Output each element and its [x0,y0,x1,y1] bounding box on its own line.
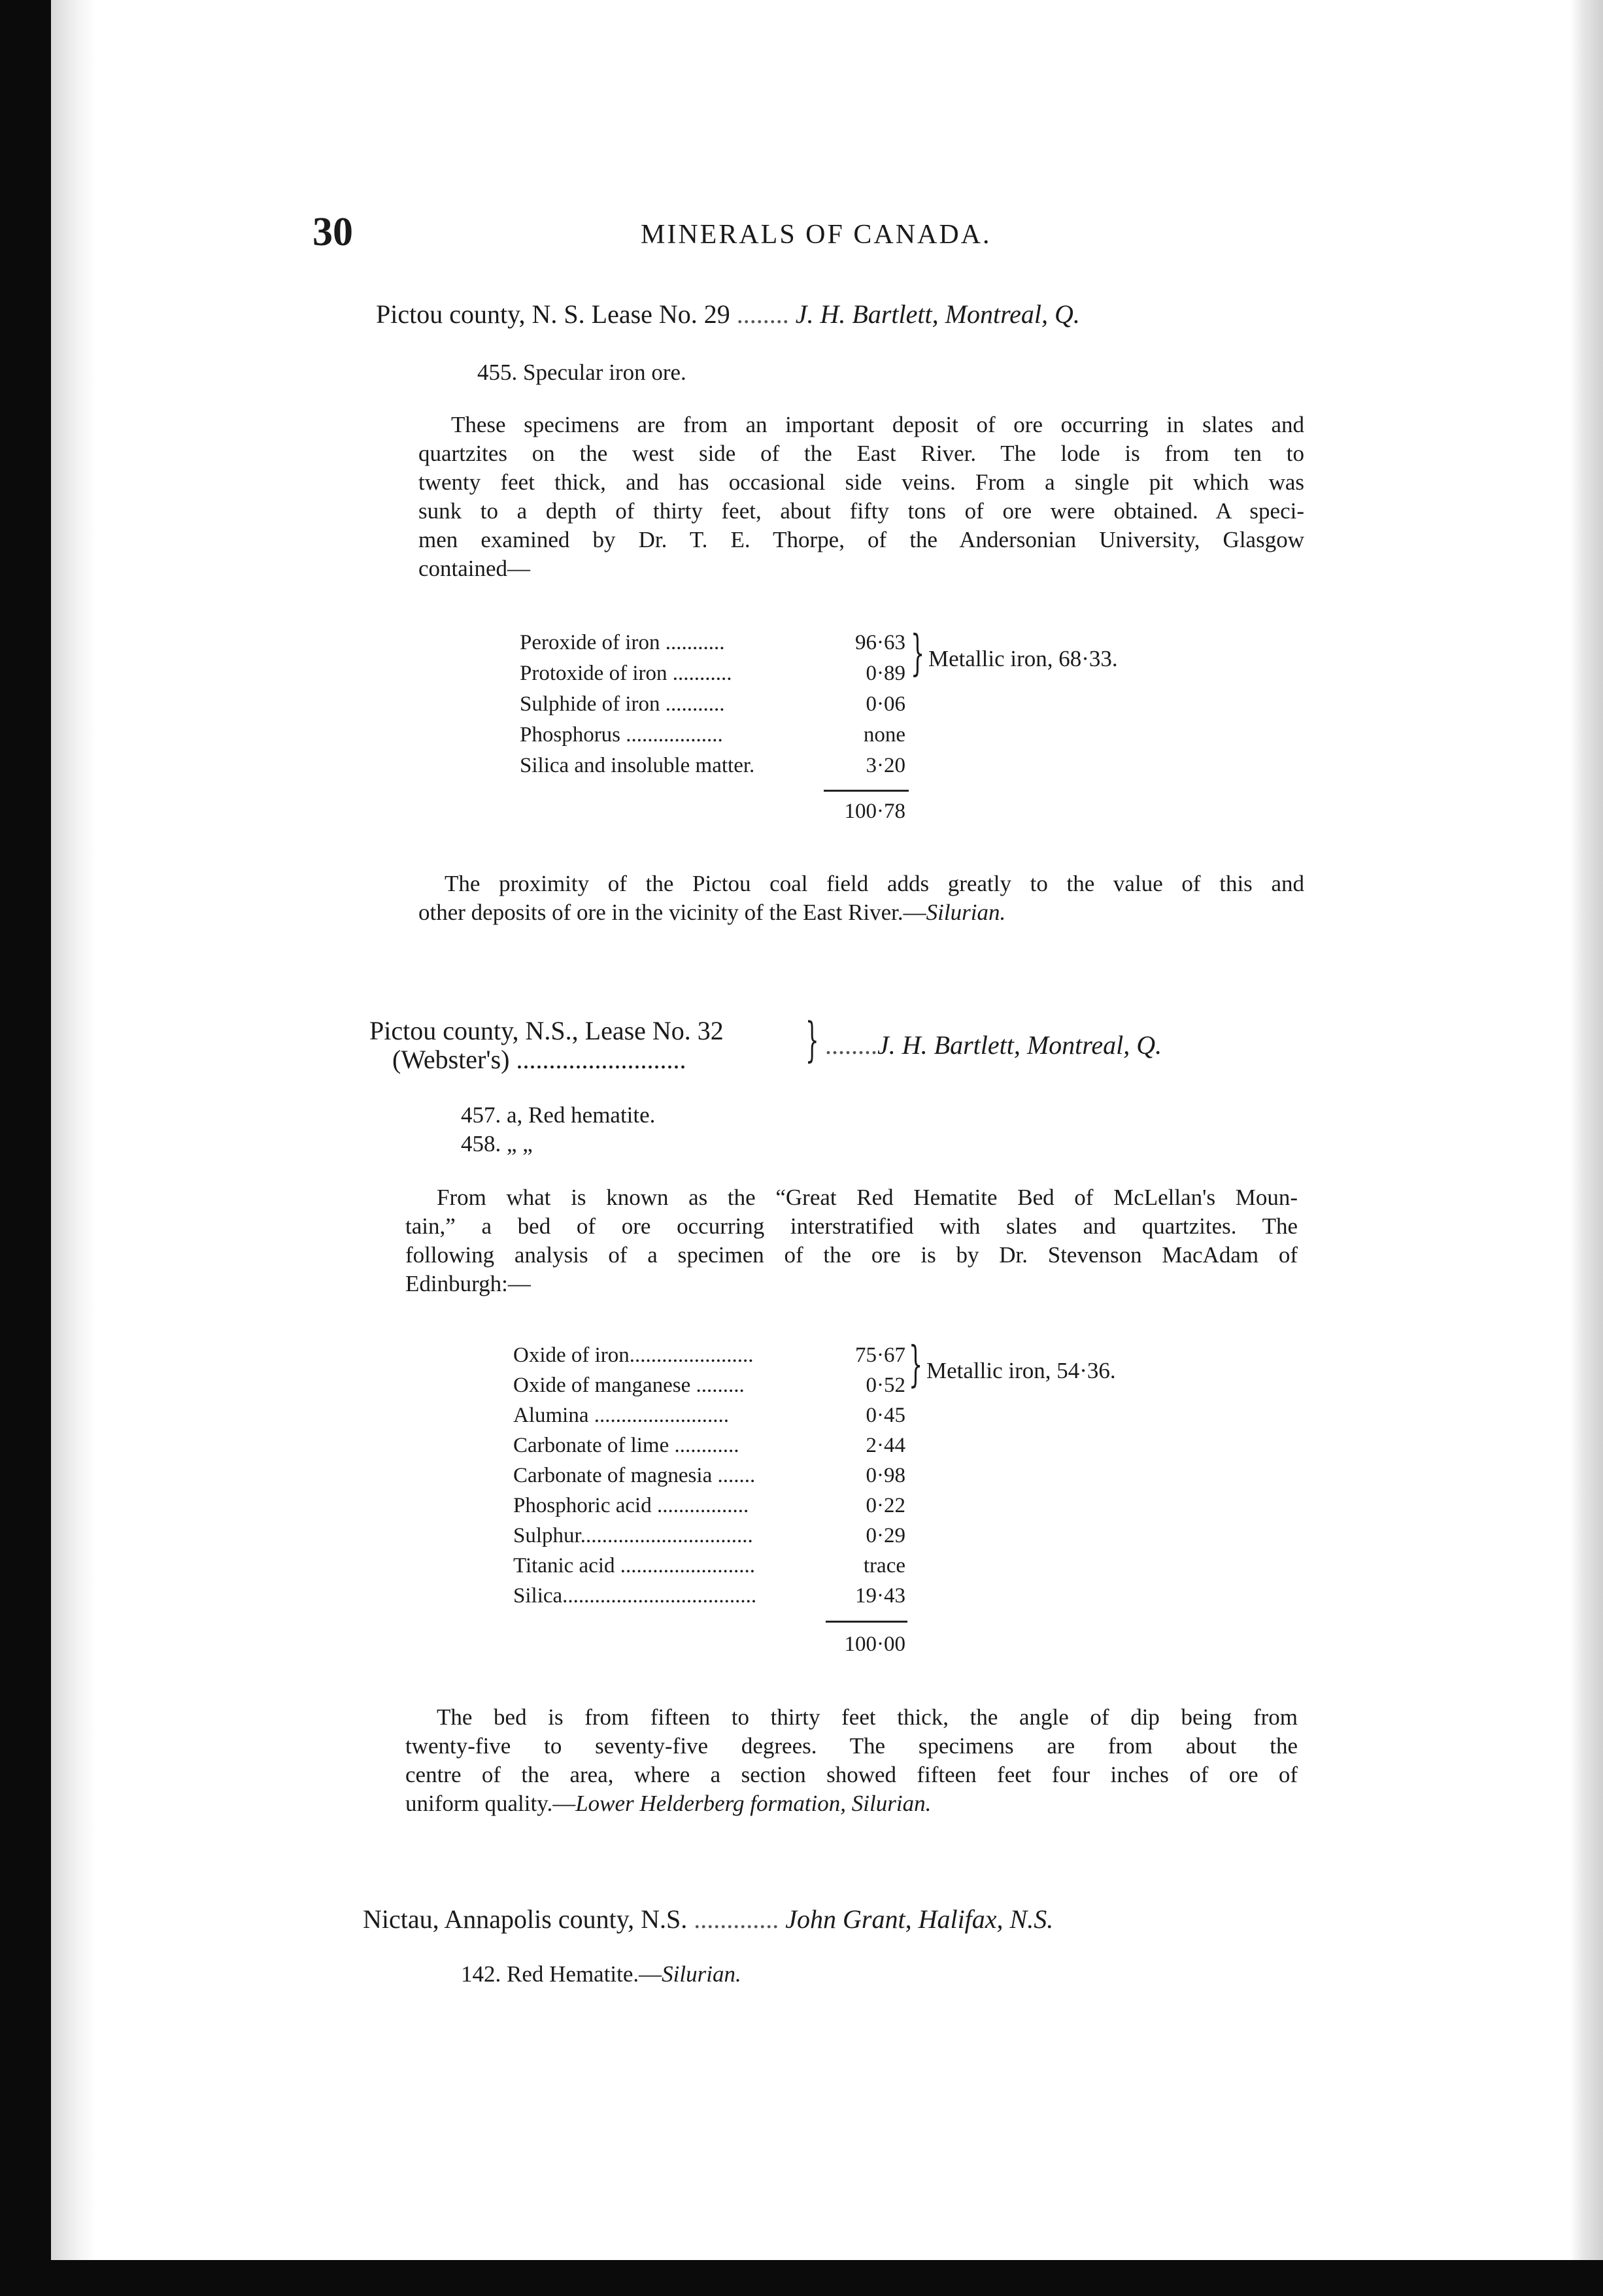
table-value: 0·98 [866,1464,905,1487]
table-total: 100·00 [844,1632,905,1656]
table-value: 0·45 [866,1404,905,1427]
table-label: Titanic acid ......................... [513,1554,756,1578]
entry-1-exhibitor: J. H. Bartlett, Montreal, Q. [795,299,1080,329]
brace-location: } [805,1012,819,1067]
entry-2-exhibitor: J. H. Bartlett, Montreal, Q. [877,1030,1162,1060]
text-fragment: other deposits of ore in the vicinity of the East River.— [418,900,926,925]
page-number: 30 [312,210,353,254]
table-label: Carbonate of magnesia ....... [513,1464,756,1487]
table-value: 0·89 [866,662,905,685]
table-label: Sulphur................................ [513,1524,753,1547]
entry-3-location: Nictau, Annapolis county, N.S. [363,1904,688,1934]
table-value: none [863,723,905,747]
sum-rule [824,790,909,792]
table-label: Protoxide of iron ........... [520,662,732,685]
table-value: 0·06 [866,692,905,716]
table-value: 0·52 [866,1374,905,1397]
table-label: Silica and insoluble matter. [520,754,755,777]
entry-2-description [405,1183,1298,1298]
table-value: 0·29 [866,1524,905,1547]
text-line: The bed is from fifteen to thirty feet thick, the angle of dip being from [437,1704,1298,1730]
table-label: Peroxide of iron ........... [520,631,725,654]
entry-2-specimen-b: 458. „ „ [461,1131,533,1156]
table-label: Oxide of manganese ......... [513,1374,745,1397]
table-value: 19·43 [855,1584,905,1608]
entry-1-location: Pictou county, N. S. Lease No. 29 [376,299,730,329]
entry-2-exhibitor-line [825,1030,1162,1060]
table-label: Phosphoric acid ................. [513,1494,749,1517]
text-line: tain,” a bed of ore occurring interstratified with slates and quartzites. The [405,1213,1298,1239]
text-fragment: uniform quality.— [405,1791,576,1816]
table-value: 96·63 [855,631,905,654]
formation-label: Silurian. [662,1961,741,1987]
text-line [405,1789,1298,1818]
table-value: 75·67 [855,1343,905,1367]
entry-3-specimen [461,1961,741,1987]
formation-label: Silurian. [926,900,1006,925]
analysis-table-1 [520,631,912,840]
entry-2-dots: ........ [825,1030,877,1060]
entry-1-specimen: 455. Specular iron ore. [477,360,686,385]
text-line: centre of the area, where a section showed fifteen feet four inches of ore of [405,1762,1298,1787]
sum-rule [826,1621,907,1623]
text-line: quartzites on the west side of the East River. The lode is from ten to [418,441,1304,466]
analysis-table-2 [513,1343,919,1683]
brace-2: } [909,1336,923,1393]
text-line: Edinburgh:— [405,1271,531,1296]
entry-3-dots: ............. [687,1904,786,1934]
entry-2-location-line-1: Pictou county, N.S., Lease No. 32 [369,1016,724,1045]
text-fragment: 142. Red Hematite.— [461,1961,662,1987]
scan-bottom-edge [0,2260,1603,2296]
text-line: From what is known as the “Great Red Hematite Bed of McLellan's Moun- [437,1185,1298,1210]
table-value: trace [863,1554,905,1578]
running-head: MINERALS OF CANADA. [641,220,992,250]
entry-1-heading [376,299,1080,329]
entry-1-remarks [418,869,1304,927]
text-line: following analysis of a specimen of the ore is by Dr. Stevenson MacAdam of [405,1242,1298,1268]
table-value: 3·20 [866,754,905,777]
text-line: The proximity of the Pictou coal field adds greatly to the value of this and [445,871,1304,896]
scan-right-edge [1570,0,1603,2296]
entry-1-description [418,411,1304,583]
table-label: Oxide of iron....................... [513,1343,754,1367]
brace-1: } [911,625,925,681]
scan-gutter-shadow [51,0,97,2296]
text-line: contained— [418,556,531,581]
entry-3-exhibitor: John Grant, Halifax, N.S. [785,1904,1054,1934]
text-line: These specimens are from an important deposit of ore occurring in slates and [451,412,1304,437]
table-label: Sulphide of iron ........... [520,692,725,716]
entry-3-heading [363,1904,1053,1934]
text-line: sunk to a depth of thirty feet, about fifty tons of ore were obtained. A speci- [418,498,1304,524]
entry-2-location-line-2: (Webster's) .......................... [392,1045,686,1074]
formation-label: Lower Helderberg formation, Silurian. [575,1791,932,1816]
table-total: 100·78 [844,800,905,823]
text-line [418,898,1304,927]
table-label: Alumina ......................... [513,1404,729,1427]
text-line: twenty feet thick, and has occasional side veins. From a single pit which was [418,469,1304,495]
entry-2-metallic-note: Metallic iron, 54·36. [926,1358,1116,1383]
text-line: twenty-five to seventy-five degrees. The specimens are from about the [405,1733,1298,1759]
table-label: Carbonate of lime ............ [513,1434,739,1457]
text-line: men examined by Dr. T. E. Thorpe, of the Andersonian University, Glasgow [418,527,1304,552]
scan-left-edge [0,0,51,2296]
table-value: 2·44 [866,1434,905,1457]
table-label: Phosphorus .................. [520,723,723,747]
table-value: 0·22 [866,1494,905,1517]
entry-2-remarks [405,1703,1298,1818]
table-label: Silica.................................... [513,1584,757,1608]
entry-1-dots: ........ [730,299,796,329]
entry-2-specimen-a: 457. a, Red hematite. [461,1102,656,1128]
entry-1-metallic-note: Metallic iron, 68·33. [928,646,1118,671]
